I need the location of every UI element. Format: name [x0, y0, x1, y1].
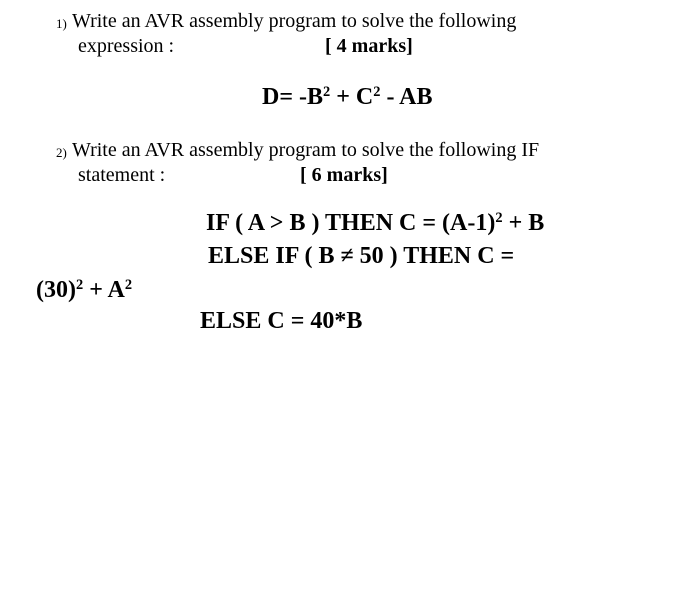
question-1-text-line2: expression :: [78, 35, 175, 57]
else-line: ELSE C = 40*B: [200, 308, 363, 334]
question-2-marks: [ 6 marks]: [300, 164, 388, 186]
if-line-exponent: 2: [495, 210, 503, 227]
question-1-number: 1): [56, 16, 67, 31]
question-2-text-line2: statement :: [78, 164, 166, 186]
else-if-continuation: [36, 277, 132, 304]
question-2-number: 2): [56, 145, 67, 160]
formula-rhs: - AB: [380, 84, 433, 110]
question-2-text-line1: Write an AVR assembly program to solve the following IF: [72, 139, 540, 161]
continuation-text: (30): [36, 277, 76, 303]
formula-mid: + C: [330, 84, 374, 110]
formula-lhs: D= -B: [262, 84, 324, 110]
continuation-exponent-1: 2: [75, 277, 84, 294]
if-line-text: IF ( A > B ) THEN C = (A-1): [206, 210, 496, 236]
if-line: [206, 210, 544, 237]
continuation-exponent-2: 2: [124, 277, 133, 294]
question-1-text-line1: Write an AVR assembly program to solve the following: [72, 10, 517, 32]
formula-exponent-b: 2: [323, 84, 331, 101]
if-line-tail: + B: [502, 210, 545, 236]
question-1-formula: [262, 84, 432, 111]
continuation-mid: + A: [83, 277, 125, 303]
formula-exponent-c: 2: [373, 84, 381, 101]
question-1-marks: [ 4 marks]: [325, 35, 413, 57]
else-if-line: ELSE IF ( B ≠ 50 ) THEN C =: [208, 243, 515, 269]
